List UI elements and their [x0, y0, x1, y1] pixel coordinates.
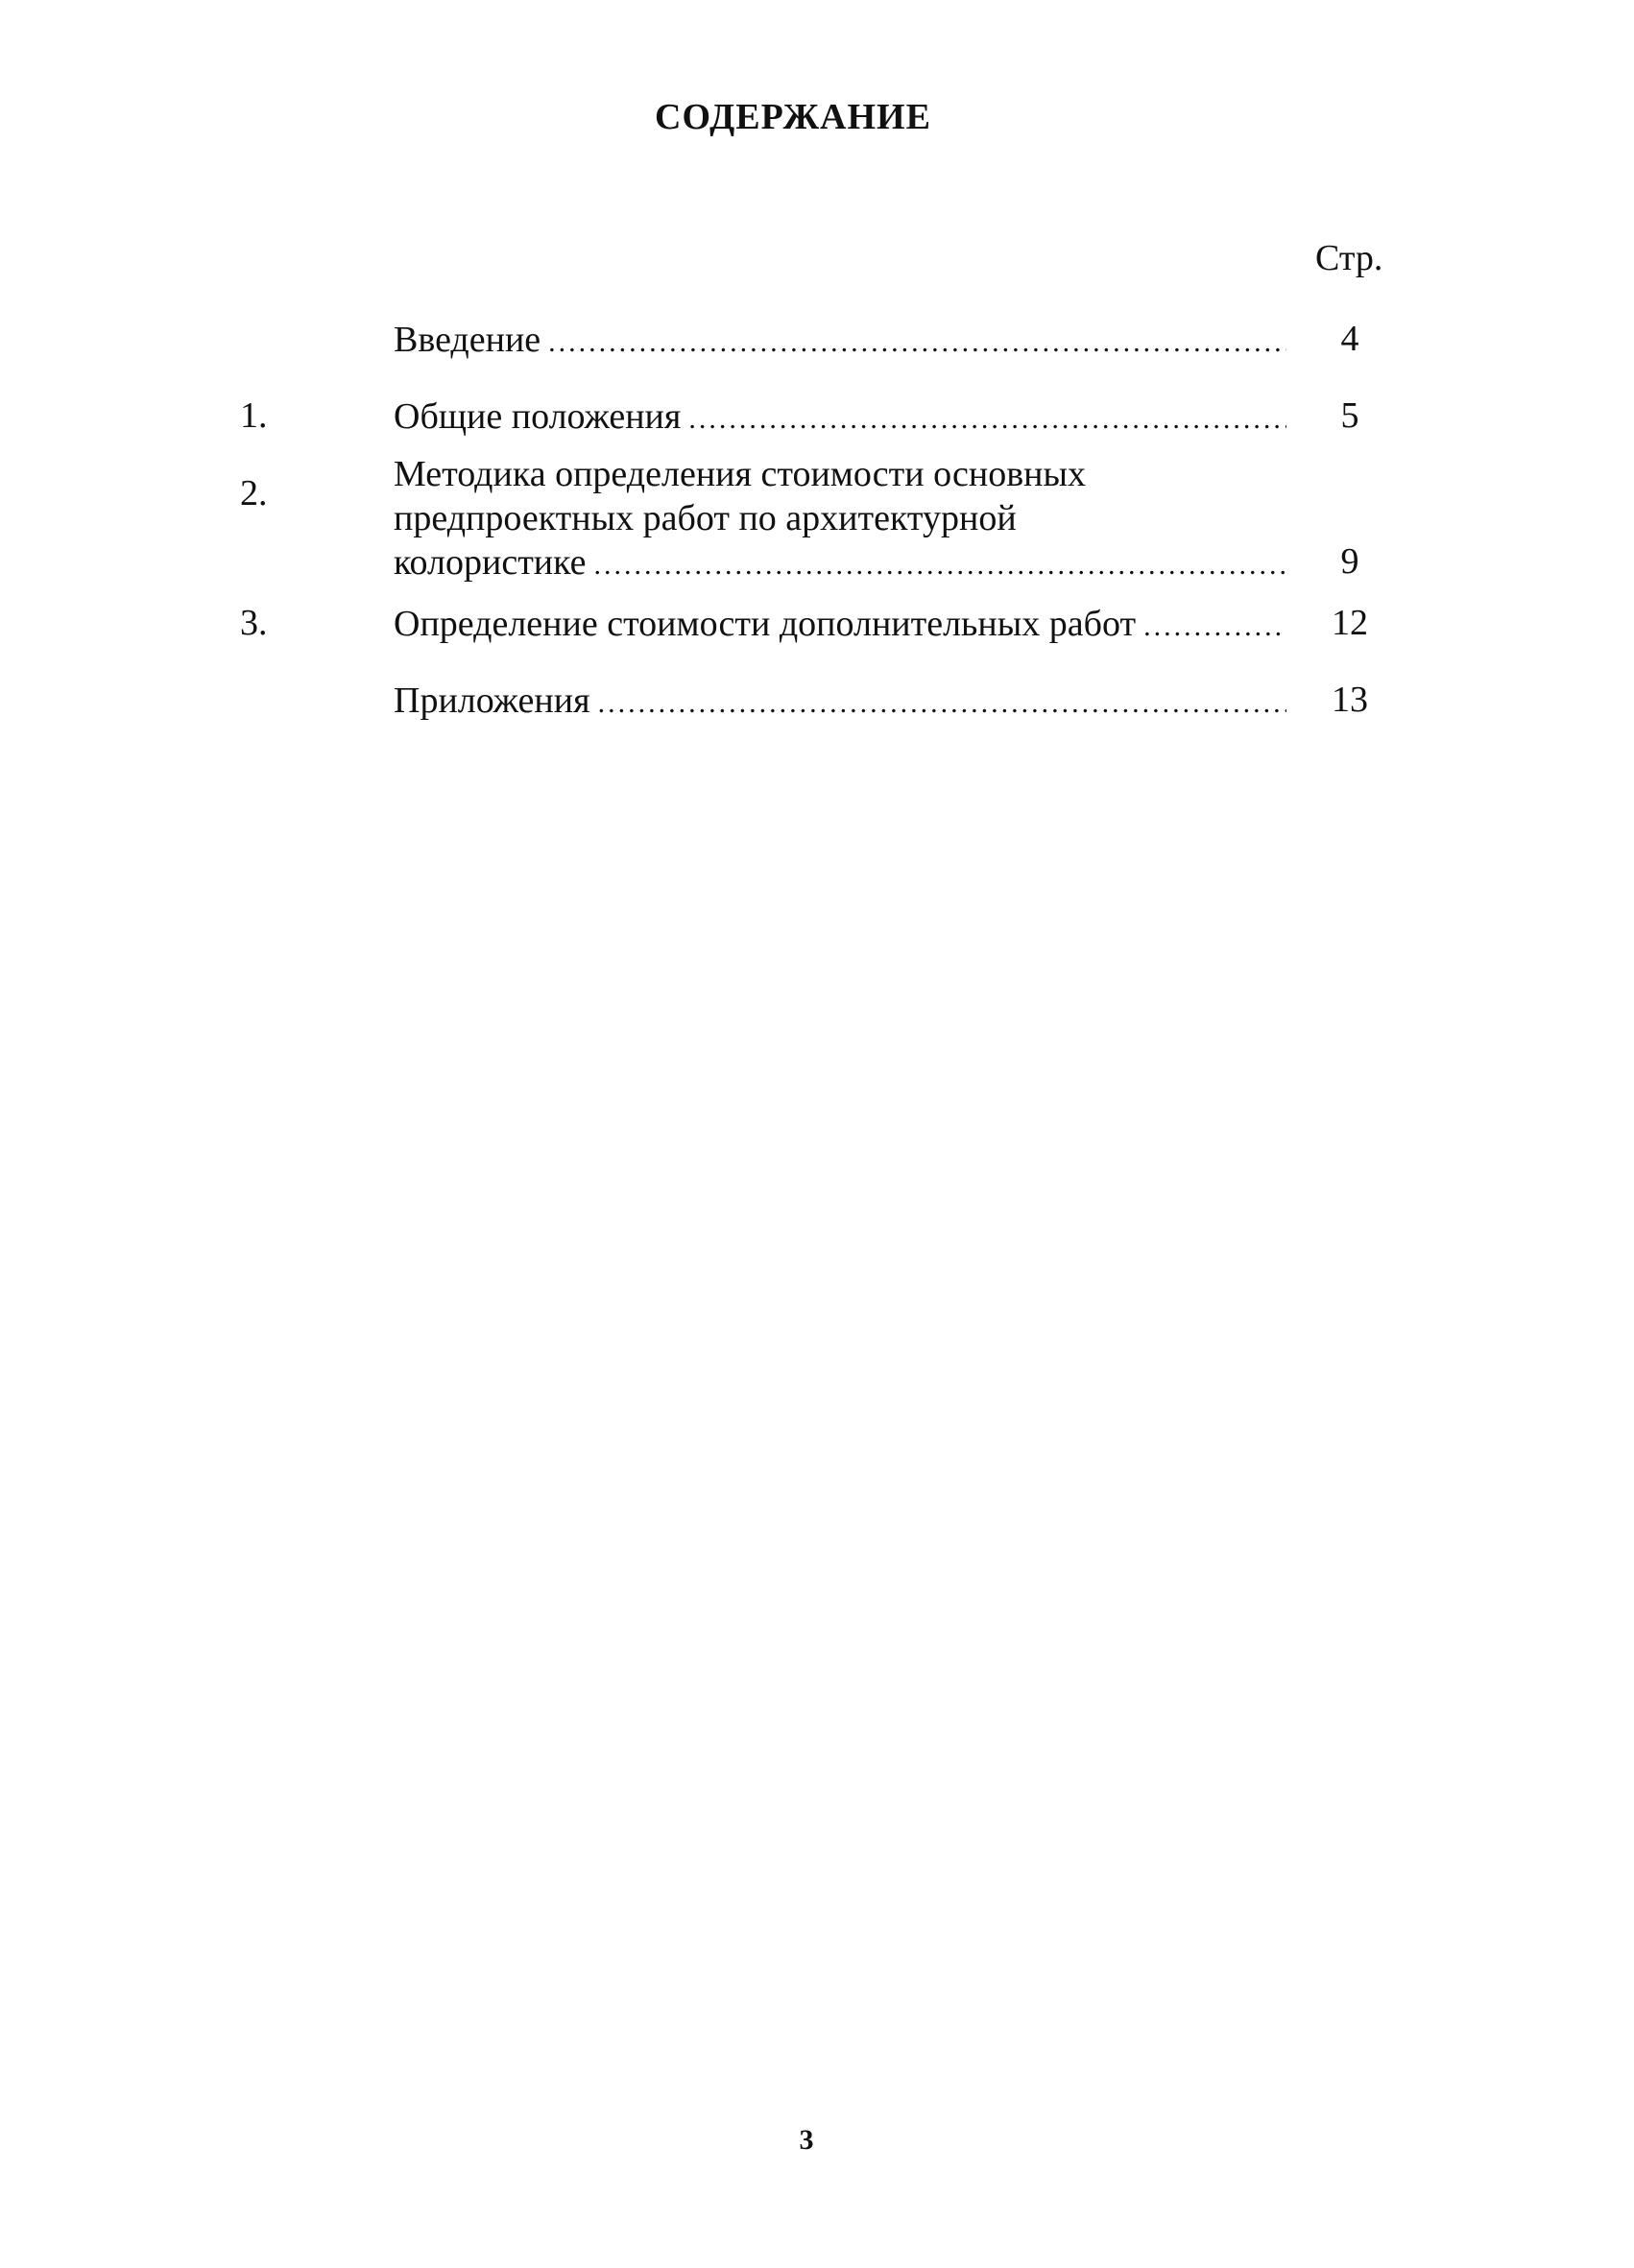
toc-entry-page: 13: [1332, 680, 1368, 720]
toc-entry-label: Общие положения: [394, 396, 682, 437]
toc-entry-page: 5: [1340, 395, 1359, 436]
toc-entry-number: 1.: [240, 395, 268, 436]
toc-entry-line: предпроектных работ по архитектурной: [394, 498, 1017, 538]
toc-entry-label: Приложения: [394, 680, 590, 721]
dot-leader: [594, 543, 1286, 587]
toc-entry-label: колористике: [394, 542, 587, 583]
toc-entry-page: 9: [1340, 541, 1359, 582]
toc-entry-page: 4: [1340, 319, 1359, 359]
document-title: СОДЕРЖАНИЕ: [655, 97, 931, 137]
toc-entry-page: 12: [1332, 603, 1368, 643]
dot-leader: [598, 681, 1286, 726]
toc-entry-text: [394, 318, 1286, 365]
toc-entry-label: Определение стоимости дополнительных работ: [394, 604, 1137, 644]
dot-leader: [548, 321, 1286, 365]
toc-entry-label: Введение: [394, 320, 541, 360]
toc-entry-text: [394, 452, 1286, 587]
toc-entry-text: [394, 394, 1286, 442]
dot-leader: [1143, 605, 1286, 649]
toc-entry-text: [394, 602, 1286, 649]
page-number: 3: [799, 2124, 814, 2156]
toc-entry-text: [394, 679, 1286, 726]
dot-leader: [688, 397, 1286, 442]
toc-entry-line: Методика определения стоимости основных: [394, 454, 1087, 494]
page-column-header: Стр.: [1315, 238, 1383, 278]
toc-entry-number: 3.: [240, 603, 268, 643]
toc-entry-number: 2.: [240, 473, 268, 513]
